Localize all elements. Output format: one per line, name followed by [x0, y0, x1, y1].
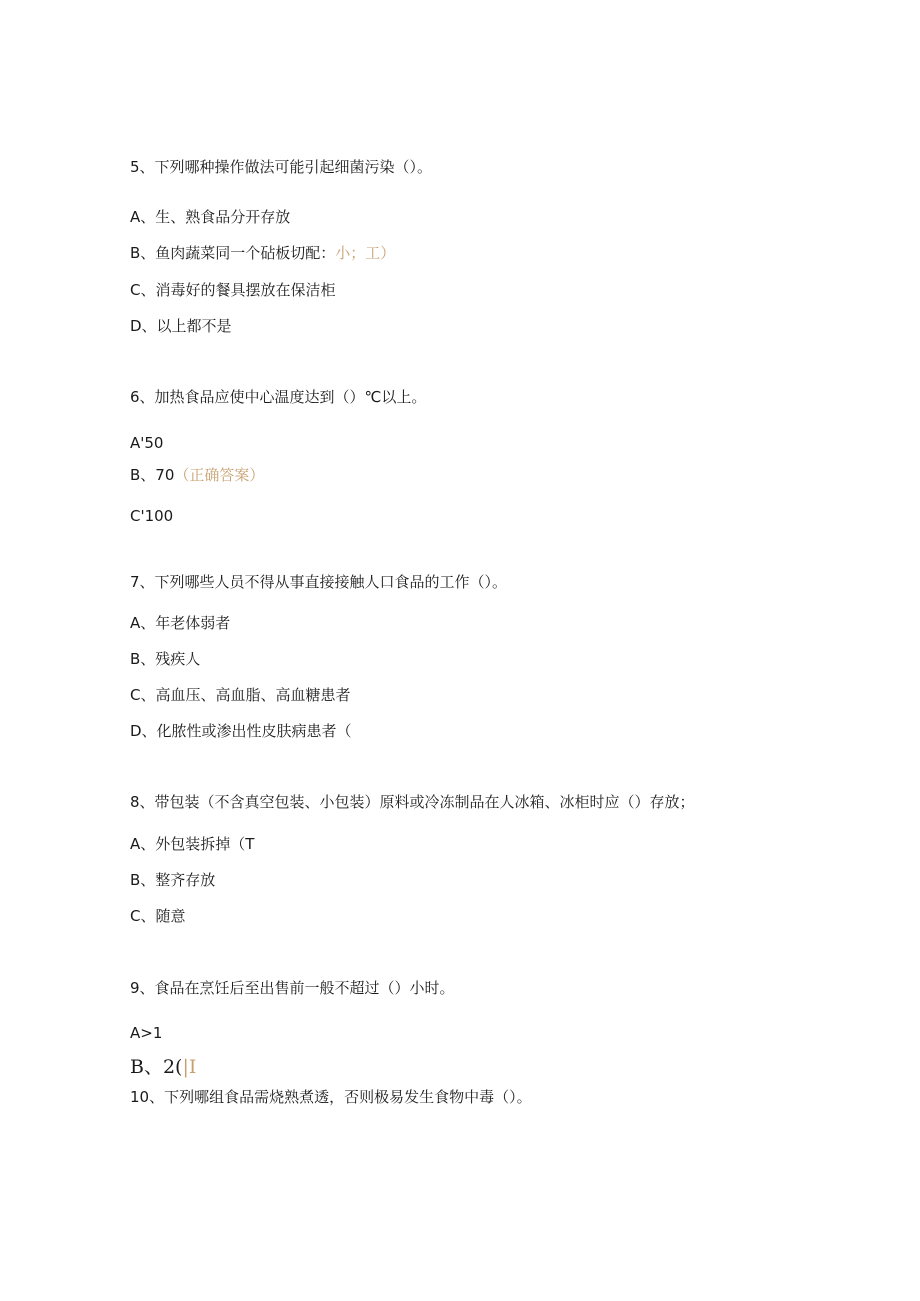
q9-option-b-text: B、2(: [130, 1056, 183, 1078]
question-6: 6、加热食品应使中心温度达到（）℃以上。: [130, 388, 427, 406]
question-7: 7、下列哪些人员不得从事直接接触人口食品的工作（）。: [130, 573, 508, 591]
question-8: 8、带包装（不含真空包装、小包装）原料或冷冻制品在人冰箱、冰柜时应（）存放；: [130, 793, 695, 811]
q7-option-a: A、年老体弱者: [130, 614, 231, 632]
q9-option-b-answer-mark: |I: [182, 1056, 197, 1078]
q9-option-a: A>1: [130, 1024, 163, 1042]
question-10: 10、下列哪组食品需烧熟煮透，否则极易发生食物中毒（）。: [130, 1088, 532, 1106]
q8-option-b: B、整齐存放: [130, 871, 216, 889]
q6-option-a: A'50: [130, 434, 164, 452]
q7-option-b: B、残疾人: [130, 650, 201, 668]
q6-option-c: C'100: [130, 507, 174, 525]
q8-option-c: C、随意: [130, 907, 186, 925]
q7-option-d: D、化脓性或渗出性皮肤病患者（: [130, 722, 352, 740]
q8-option-a: A、外包装拆掉（T: [130, 835, 255, 853]
q6-option-b-text: B、70: [130, 466, 175, 484]
question-9: 9、食品在烹饪后至出售前一般不超过（）小时。: [130, 979, 455, 997]
q5-option-b: [130, 243, 395, 263]
q5-option-d: D、以上都不是: [130, 317, 232, 335]
question-5: 5、下列哪种操作做法可能引起细菌污染（）。: [130, 158, 433, 176]
q5-option-a: A、生、熟食品分开存放: [130, 208, 291, 226]
q7-option-c: C、高血压、高血脂、高血糖患者: [130, 686, 351, 704]
q6-option-b: [130, 465, 264, 485]
q5-option-c: C、消毒好的餐具摆放在保洁柜: [130, 281, 336, 299]
q5-option-b-text: B、鱼肉蔬菜同一个砧板切配：: [130, 244, 336, 262]
q5-option-b-answer-mark: 小；工）: [335, 244, 396, 262]
q6-option-b-answer-mark: （正确答案）: [174, 466, 265, 484]
q9-option-b: [130, 1056, 196, 1078]
